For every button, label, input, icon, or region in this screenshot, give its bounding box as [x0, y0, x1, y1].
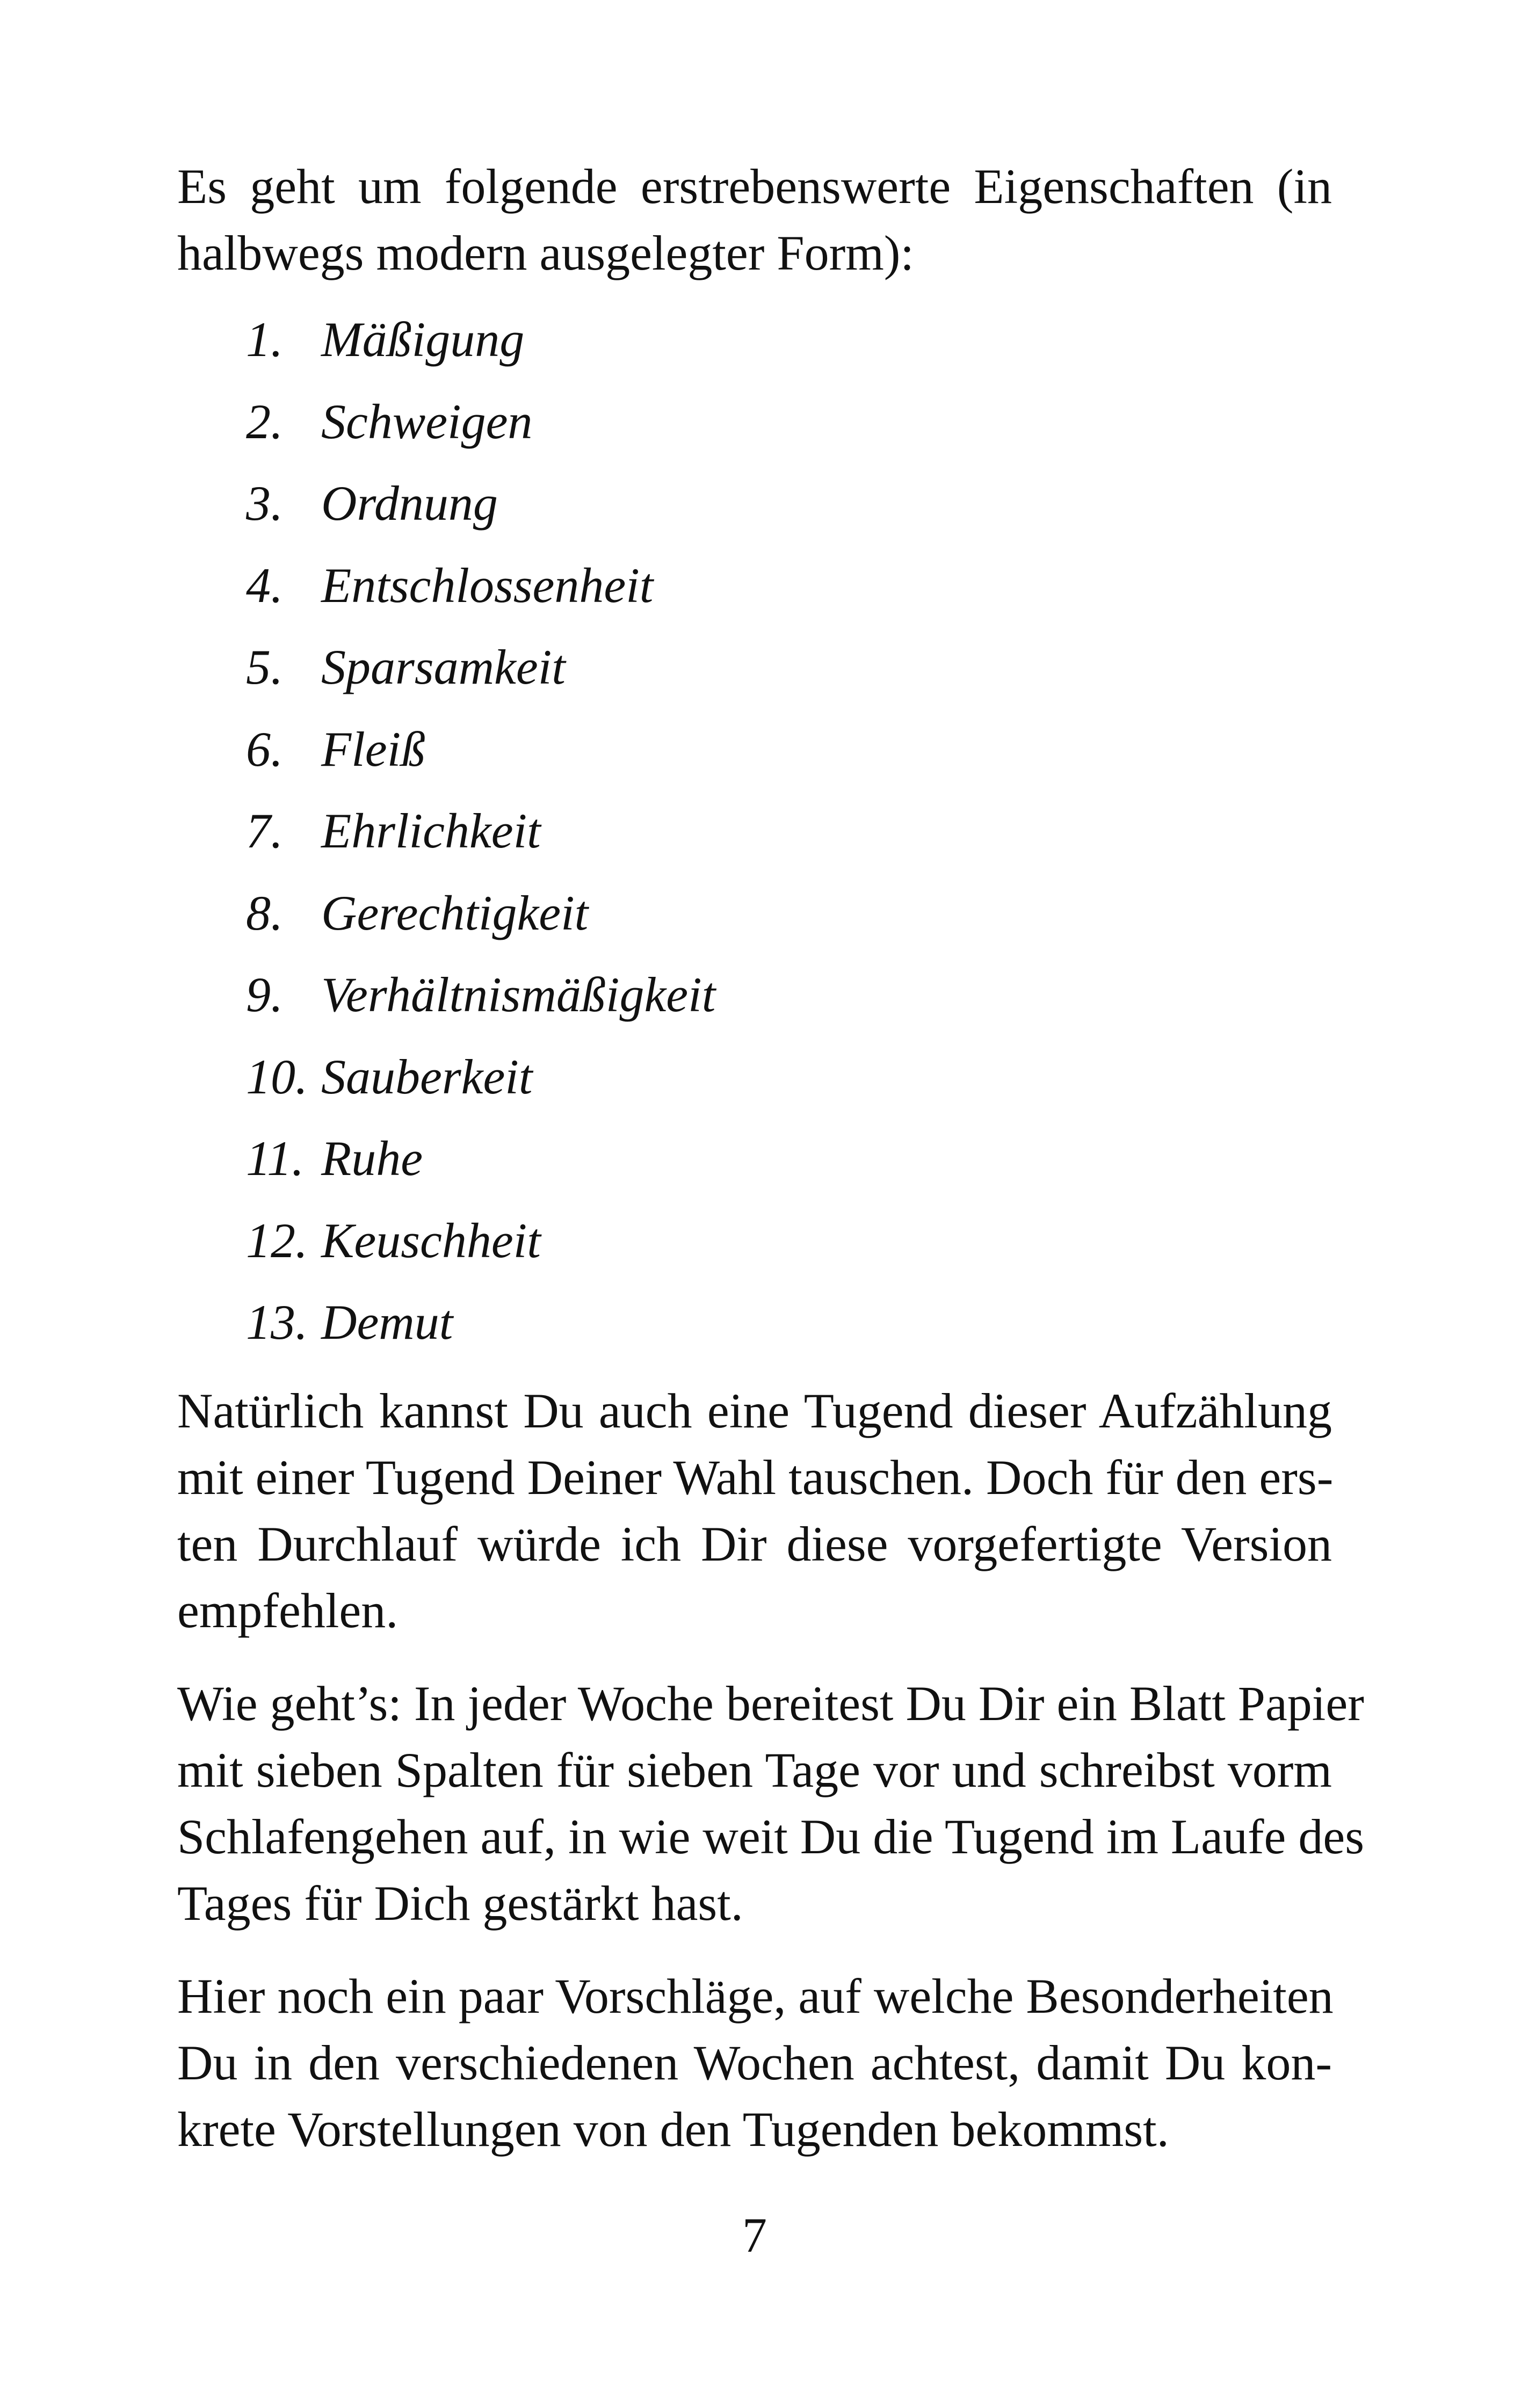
list-item-number: 8. [246, 885, 283, 940]
list-item [246, 797, 715, 880]
list-item-number: 10. [246, 1049, 308, 1104]
list-item-number: 5. [246, 640, 283, 694]
list-item-label: Mäßigung [321, 312, 525, 367]
virtue-list [246, 306, 715, 1371]
intro-paragraph [177, 153, 1332, 286]
howto-line-1: Wie geht’s: In jeder Woche bereitest Du Dir ein Blatt Papier [177, 1676, 1364, 1731]
list-item-number: 12. [246, 1213, 308, 1268]
swap-line-3: ten Durchlauf würde ich Dir diese vorgefertigte Version [177, 1517, 1332, 1571]
list-item-number: 11. [246, 1131, 305, 1186]
howto-line-2: mit sieben Spalten für sieben Tage vor und schreibst vorm [177, 1743, 1332, 1797]
suggestions-line-3: krete Vorstellungen von den Tugenden bekommst. [177, 2102, 1169, 2157]
list-item-number: 1. [246, 312, 283, 367]
swap-line-4: empfehlen. [177, 1583, 399, 1638]
list-item [246, 880, 715, 962]
list-item-label: Sauberkeit [321, 1049, 533, 1104]
list-item-number: 2. [246, 394, 283, 449]
list-item [246, 552, 715, 634]
list-item [246, 1125, 715, 1207]
howto-line-3: Schlafengehen auf, in wie weit Du die Tugend im Laufe des [177, 1809, 1365, 1864]
list-item [246, 1207, 715, 1289]
page-number: 7 [742, 2208, 767, 2262]
list-item-label: Gerechtigkeit [321, 885, 589, 940]
suggestions-paragraph [177, 1963, 1332, 2163]
list-item-label: Sparsamkeit [321, 640, 566, 694]
list-item-number: 7. [246, 803, 283, 858]
list-item-label: Verhältnismäßigkeit [321, 967, 716, 1022]
list-item-number: 9. [246, 967, 283, 1022]
list-item-label: Demut [321, 1295, 453, 1350]
suggestions-line-2: Du in den verschiedenen Wochen achtest, damit Du kon- [177, 2035, 1332, 2090]
list-item-number: 3. [246, 476, 283, 531]
list-item [246, 716, 715, 798]
list-item-label: Fleiß [321, 721, 426, 777]
list-item [246, 1289, 715, 1371]
list-item-number: 13. [246, 1295, 308, 1350]
howto-paragraph [177, 1670, 1365, 1936]
list-item-number: 4. [246, 557, 283, 613]
swap-paragraph [177, 1377, 1332, 1644]
suggestions-line-1: Hier noch ein paar Vorschläge, auf welche Besonderheiten [177, 1969, 1334, 2023]
list-item [246, 634, 715, 716]
book-page [177, 0, 1365, 2408]
list-item-number: 6. [246, 721, 283, 777]
swap-line-2: mit einer Tugend Deiner Wahl tauschen. Doch für den ers- [177, 1450, 1334, 1505]
swap-line-1: Natürlich kannst Du auch eine Tugend dieser Aufzählung [177, 1383, 1332, 1438]
list-item-label: Schweigen [321, 394, 533, 449]
list-item-label: Entschlossenheit [321, 557, 654, 613]
intro-line-1: Es geht um folgende erstrebenswerte Eigenschaften (in [177, 159, 1332, 214]
list-item-label: Keuschheit [321, 1213, 541, 1268]
list-item [246, 961, 715, 1043]
intro-line-2: halbwegs modern ausgelegter Form): [177, 226, 914, 280]
list-item [246, 1043, 715, 1126]
list-item [246, 306, 715, 388]
list-item-label: Ehrlichkeit [321, 803, 541, 858]
list-item-label: Ruhe [321, 1131, 423, 1186]
howto-line-4: Tages für Dich gestärkt hast. [177, 1876, 743, 1931]
list-item [246, 388, 715, 470]
list-item-label: Ordnung [321, 476, 498, 531]
list-item [246, 470, 715, 552]
